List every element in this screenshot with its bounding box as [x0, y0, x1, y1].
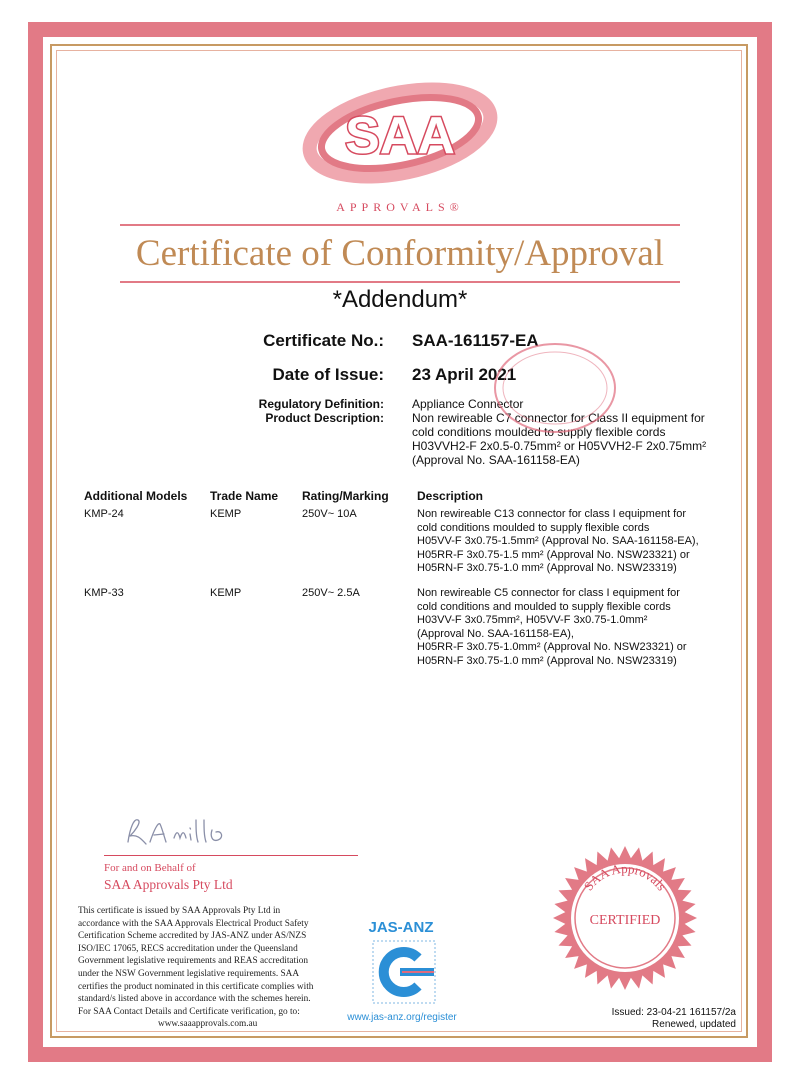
description-line: H05RN-F 3x0.75-1.0 mm² (Approval No. NSW23319): [417, 562, 677, 574]
column-header-trade: Trade Name: [210, 489, 279, 503]
product-line: cold conditions moulded to supply flexible cords: [412, 425, 666, 439]
addendum-label: *Addendum*: [332, 286, 468, 313]
stamp-inner-ring: [503, 352, 607, 424]
footer-line: certifies the product nominated in this certificate complies with: [78, 981, 314, 992]
footer-line: accordance with the SAA Approvals Electrical Product Safety: [78, 918, 309, 929]
regulatory-definition-value: Appliance Connector: [412, 397, 524, 411]
stamp-ring: [495, 344, 615, 432]
description-line: cold conditions and moulded to supply flexible cords: [417, 600, 671, 613]
description-line: Non rewireable C13 connector for class I equipment for: [417, 508, 687, 520]
logo-subtitle: APPROVALS®: [336, 200, 464, 214]
signature: [120, 808, 240, 854]
column-header-models: Additional Models: [84, 489, 188, 503]
signature-line: [104, 855, 358, 856]
issued-line: Renewed, updated: [652, 1019, 736, 1030]
jas-anz-logo-icon: [372, 940, 436, 1004]
description-line: H05VV-F 3x0.75-1.5mm² (Approval No. SAA-161158-EA),: [417, 535, 699, 547]
footer-line: For SAA Contact Details and Certificate verification, go to:: [78, 1006, 300, 1017]
footer-line: Government legislative requirements and REAS accreditation: [78, 956, 309, 967]
description-line: H05RR-F 3x0.75-1.5 mm² (Approval No. NSW23321) or: [417, 548, 690, 561]
issued-info: [540, 1007, 736, 1031]
jas-anz-label: JAS-ANZ: [368, 919, 434, 936]
column-header-rating: Rating/Marking: [302, 489, 389, 503]
row2-rating: 250V~ 2.5A: [302, 587, 360, 599]
row1-rating: 250V~ 10A: [302, 508, 357, 520]
row2-description: [417, 587, 687, 668]
signature-stroke: [128, 820, 222, 844]
description-line: cold conditions moulded to supply flexible cords: [417, 521, 650, 534]
description-line: H05RN-F 3x0.75-1.0 mm² (Approval No. NSW23319): [417, 654, 677, 667]
date-of-issue-value: 23 April 2021: [412, 365, 517, 384]
description-line: H05RR-F 3x0.75-1.0mm² (Approval No. NSW23321) or: [417, 641, 687, 653]
title-rule-top: [120, 224, 680, 226]
page-title: Certificate of Conformity/Approval: [135, 233, 665, 274]
row1-model: KMP-24: [84, 508, 124, 520]
saa-logo: [295, 78, 505, 196]
seal-center-text: CERTIFIED: [589, 913, 661, 928]
company-name: SAA Approvals Pty Ltd: [104, 877, 233, 892]
regulatory-definition-label: Regulatory Definition:: [258, 397, 384, 411]
product-line: (Approval No. SAA-161158-EA): [412, 453, 580, 467]
footer-line: under the NSW Government legislative requirements. SAA: [78, 968, 300, 979]
row2-model: KMP-33: [84, 587, 124, 599]
certificate-no-value: SAA-161157-EA: [412, 331, 539, 350]
row2-trade-name: KEMP: [210, 587, 242, 599]
row1-trade-name: KEMP: [210, 508, 242, 520]
footer-line: standard/s listed above in accordance with the schemes herein.: [78, 994, 311, 1005]
footer-line: This certificate is issued by SAA Approvals Pty Ltd in: [78, 906, 281, 916]
jas-anz-url[interactable]: www.jas-anz.org/register: [347, 1012, 457, 1023]
issued-line: Issued: 23-04-21 161157/2a: [611, 1007, 736, 1018]
product-line: H03VVH2-F 2x0.5-0.75mm² or H05VVH2-F 2x0.75mm²: [412, 439, 707, 453]
description-line: (Approval No. SAA-161158-EA),: [417, 627, 574, 640]
product-description-label: Product Description:: [265, 411, 384, 425]
logo-text: SAA: [345, 107, 455, 165]
behalf-label: For and on Behalf of: [104, 862, 196, 874]
footer-line: ISO/IEC 17065, RECS accreditation under the Queensland: [78, 943, 298, 954]
title-rule-bottom: [120, 281, 680, 283]
certificate-no-label: Certificate No.:: [263, 331, 384, 350]
footer-text: [78, 905, 313, 1031]
column-header-description: Description: [417, 489, 484, 503]
footer-line: Certification Scheme accredited by JAS-ANZ under AS/NZS: [78, 931, 307, 942]
row1-description: [417, 508, 699, 576]
certified-seal: [550, 843, 700, 993]
description-line: Non rewireable C5 connector for class I equipment for: [417, 587, 680, 599]
company-stamp: [490, 336, 620, 436]
date-of-issue-label: Date of Issue:: [272, 365, 384, 384]
seal-top-text: SAA Approvals: [580, 860, 670, 894]
footer-url[interactable]: www.saaapprovals.com.au: [158, 1019, 258, 1030]
product-line: Non rewireable C7 connector for Class II equipment for: [412, 411, 705, 425]
description-line: H03VV-F 3x0.75mm², H05VV-F 3x0.75-1.0mm²: [417, 614, 648, 626]
